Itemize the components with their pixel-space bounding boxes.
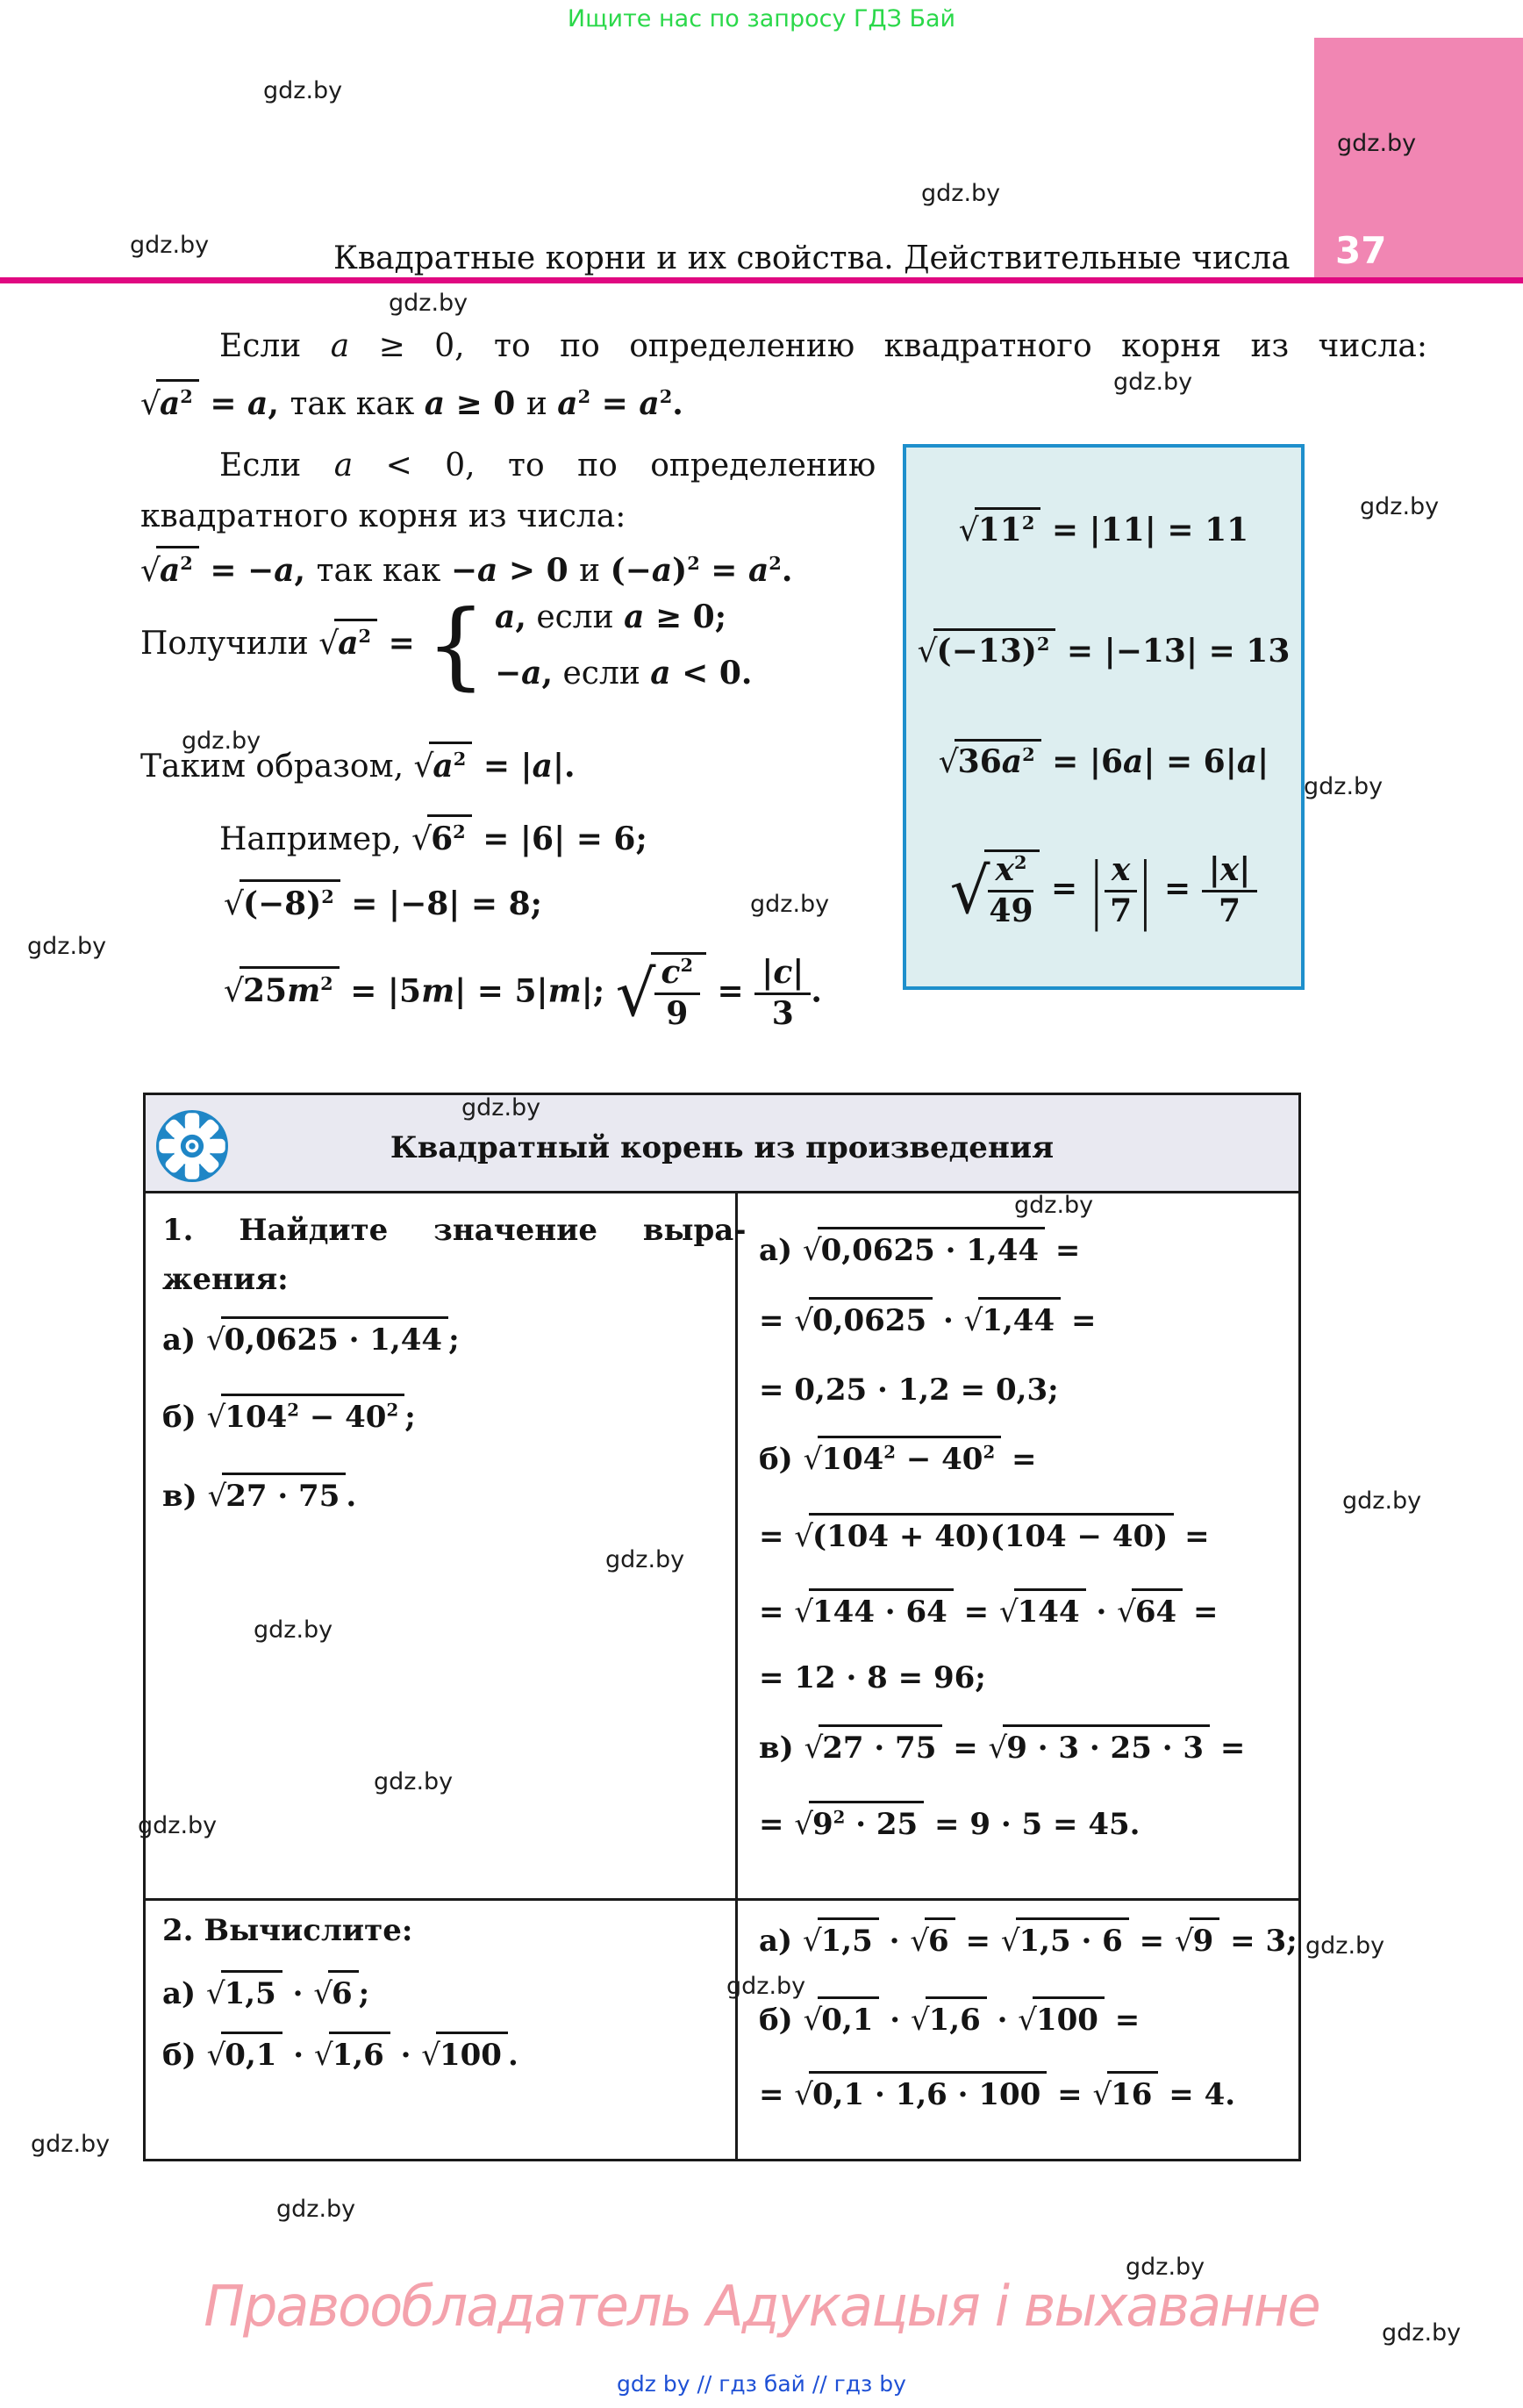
example-box-line: $√36a^2 = |6a| = 6|a|$ [903,739,1305,780]
gdzby-watermark: gdz.by [1014,1192,1094,1219]
math-line: Получили $√a^2$ = { a, если a ≥ 0; −a, если a < 0. [140,590,753,700]
gdzby-watermark: gdz.by [605,1546,685,1573]
example-box-line: √ $\frac{x^2}{49}$ = | $\frac{x}{7}$ | = $\frac{|x|}{7}$ [903,849,1305,928]
page-number-tab [1314,38,1523,280]
table-cell-line: а) √0,0625 · 1,44 ; [162,1316,460,1359]
row-divider [146,1898,1298,1901]
gdzby-watermark: gdz.by [130,232,210,259]
table-cell-line: в) √27 · 75 = √9 · 3 · 25 · 3 = [759,1724,1245,1767]
gdzby-watermark: gdz.by [461,1094,541,1122]
gdzby-watermark: gdz.by [921,180,1001,207]
table-cell-line: = √(104 + 40)(104 − 40) = [759,1513,1210,1556]
table-cell-line: а) √1,5 · √6 = √1,5 · 6 = √9 = 3; [759,1917,1298,1960]
math-line: Например, $√6^2 = |6| = 6$; [219,814,647,861]
math-line: Если a ≥ 0, то по определению квадратного корня из числа: [219,328,1427,364]
table-cell-line: а) √0,0625 · 1,44 = [759,1227,1080,1270]
gdzby-watermark: gdz.by [750,891,830,918]
table-cell-line: = √144 · 64 = √144 · √64 = [759,1588,1218,1631]
table-cell-line: = √0,1 · 1,6 · 100 = √16 = 4. [759,2071,1235,2114]
gdzby-watermark: gdz.by [138,1812,218,1839]
table-cell-line: б) $√104^2 - 40^2$ = [759,1436,1037,1479]
math-line: Таким образом, $√a^2 = |a|$. [140,742,576,788]
page-title: Квадратные корни и их свойства. Действительные числа [333,240,1291,276]
table-cell-line: б) $√104^2 - 40^2$ ; [162,1394,416,1437]
table-cell-line: 1. Найдите значение выра- [162,1213,747,1248]
gdzby-watermark: gdz.by [1304,773,1384,800]
gdzby-watermark: gdz.by [182,727,261,755]
page-number: 37 [1335,229,1387,272]
gdzby-watermark: gdz.by [263,77,343,104]
math-line: квадратного корня из числа: [140,498,626,534]
table-cell-line: в) √27 · 75 . [162,1473,356,1516]
gdzby-watermark: gdz.by [276,2196,356,2223]
math-line: $√25m^2 = |5m| = 5|m|$; √ $\frac{c^2}{9}$ = $\frac{|c|}{3}$ . [224,954,822,1032]
gdzby-watermark: gdz.by [1305,1932,1385,1960]
header-divider [0,277,1523,283]
gdzby-watermark: gdz.by [726,1973,806,2000]
gdzby-watermark: gdz.by [374,1768,454,1795]
table-cell-line: а) √1,5 · √6 ; [162,1970,369,2013]
table-cell-line: = 0,25 · 1,2 = 0,3; [759,1372,1059,1408]
table-cell-line: б) √0,1 · √1,6 · √100 = [759,1996,1140,2039]
math-line: $√a^2 = a$, так как a ≥ 0 и $a^2 = a^2$. [140,379,683,426]
footer-links: gdz by // гдз бай // гдз by [617,2371,906,2397]
gdzby-watermark: gdz.by [1382,2319,1462,2347]
example-box-line: $√(-13)^2 = |-13| = 13$ [903,628,1305,670]
gdzby-watermark: gdz.by [1113,369,1193,396]
gdzby-watermark: gdz.by [27,933,107,960]
table-cell-line: жения: [162,1262,289,1297]
example-box-line: $√11^2 = |11| = 11$ [903,507,1305,548]
gdzby-watermark: gdz.by [254,1616,333,1644]
column-divider [735,1193,738,2159]
table-cell-line: б) √0,1 · √1,6 · √100 . [162,2032,518,2075]
table-header [146,1095,1298,1193]
top-banner-text: Ищите нас по запросу ГДЗ Бай [567,5,956,32]
table-cell-line: = √0,0625 · √1,44 = [759,1297,1096,1340]
gdzby-watermark: gdz.by [1126,2254,1205,2281]
gdzby-watermark: gdz.by [389,290,468,317]
gdzby-watermark: gdz.by [31,2131,111,2158]
table-cell-line: = 12 · 8 = 96; [759,1660,986,1695]
table-cell-line: = $√9^2 \cdot 25 = 9 \cdot 5 = 45$. [759,1801,1140,1844]
math-line: Если a < 0, то по определению [219,448,876,484]
math-line: $√(-8)^2 = |-8| = 8$; [224,879,542,926]
gdzby-watermark: gdz.by [1360,493,1440,520]
publisher-line: Правообладатель Адукацыя і выхаванне [204,2275,1319,2340]
gdzby-watermark: gdz.by [1342,1487,1422,1515]
gdzby-watermark: gdz.by [1337,130,1417,157]
table-title: Квадратный корень из произведения [390,1130,1055,1165]
table-cell-line: 2. Вычислите: [162,1913,413,1948]
math-line: $√a^2 = -a$, так как −a > 0 и $(-a)^2 = a^2$. [140,546,792,592]
